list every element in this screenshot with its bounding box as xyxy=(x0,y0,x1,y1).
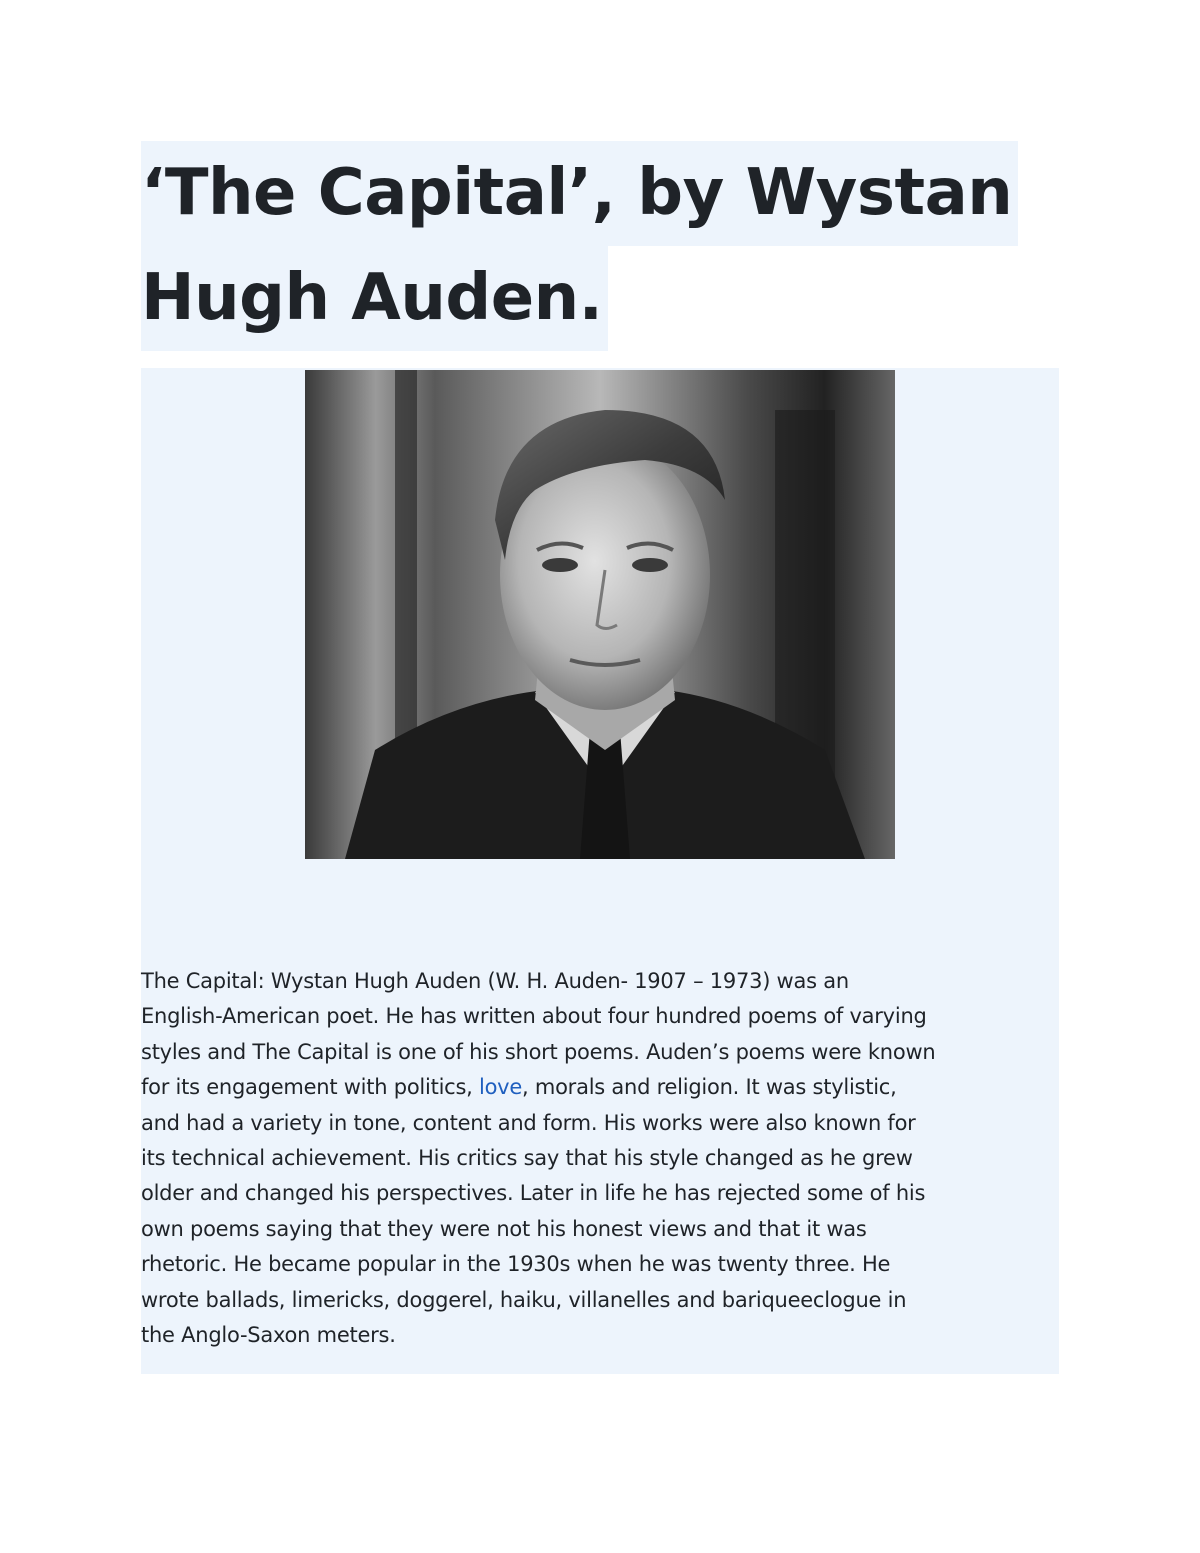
body-line: rhetoric. He became popular in the 1930s when he was twenty three. He xyxy=(141,1252,891,1277)
portrait-illustration xyxy=(305,370,895,859)
body-line: The Capital: Wystan Hugh Auden (W. H. Auden- 1907 – 1973) was an xyxy=(141,969,849,993)
body-line: and had a variety in tone, content and form. His works were also known for xyxy=(141,1110,916,1135)
article-title xyxy=(141,141,1021,351)
body-line: its technical achievement. His critics say that his style changed as he grew xyxy=(141,1146,913,1171)
body-line: own poems saying that they were not his honest views and that it was xyxy=(141,1216,867,1241)
author-portrait-image xyxy=(305,370,895,859)
article-content xyxy=(141,368,1059,1374)
title-line-2: Hugh Auden. xyxy=(141,246,608,351)
body-text-segment: , morals and religion. It was stylistic, xyxy=(522,1075,897,1100)
body-text-segment: for its engagement with politics, xyxy=(141,1075,479,1100)
body-line: styles and The Capital is one of his short poems. Auden’s poems were known xyxy=(141,1039,936,1064)
body-line: older and changed his perspectives. Later in life he has rejected some of his xyxy=(141,1181,926,1206)
article-body xyxy=(141,964,1059,1353)
love-link[interactable]: love xyxy=(479,1075,523,1100)
body-line: the Anglo-Saxon meters. xyxy=(141,1323,396,1348)
body-line: wrote ballads, limericks, doggerel, haiku, villanelles and bariqueeclogue in xyxy=(141,1287,907,1312)
title-line-1: ‘The Capital’, by Wystan xyxy=(141,141,1018,246)
body-line xyxy=(141,1070,1059,1105)
body-line: English-American poet. He has written about four hundred poems of varying xyxy=(141,1004,927,1029)
